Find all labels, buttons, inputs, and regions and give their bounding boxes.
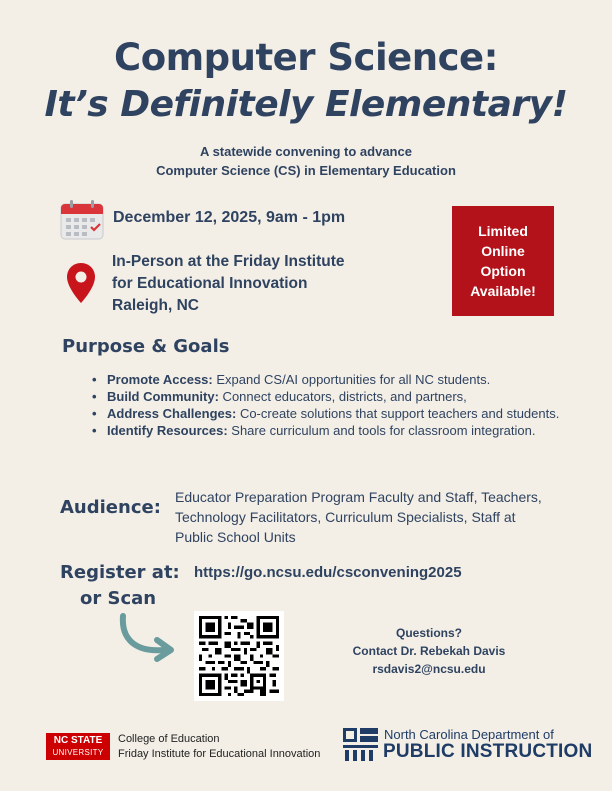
badge-line-4: Available! [470,283,536,299]
goal-label: Promote Access: [107,372,213,387]
event-venue [112,251,345,317]
event-date: December 12, 2025, 9am - 1pm [113,209,346,226]
purpose-heading: Purpose & Goals [62,336,230,357]
nc-state-logo-line-2: UNIVERSITY [52,748,104,757]
register-heading [60,560,190,612]
subtitle [0,142,612,180]
goal-label: Build Community: [107,389,219,404]
contact-email[interactable]: rsdavis2@ncsu.edu [372,662,486,676]
audience-text: Educator Preparation Program Faculty and Staff, Teachers, Technology Facilitators, Curriculum Specialists, Staff at Public School Units [175,489,542,545]
nc-state-logo [46,733,110,760]
title-line-1: Computer Science: [114,36,498,79]
badge-line-1: Limited [478,223,528,239]
location-pin-icon [66,262,96,304]
venue-line-3: Raleigh, NC [112,297,199,314]
badge-line-3: Option [480,263,526,279]
college-line-1: College of Education [118,733,220,745]
badge-line-2: Online [481,243,525,259]
dpi-name-line-1: North Carolina Department of [384,727,554,742]
nc-state-logo-line-1: NC STATE [53,735,103,746]
subtitle-line-2: Computer Science (CS) in Elementary Education [156,163,456,178]
curved-arrow-icon [115,612,177,664]
list-item [92,388,562,405]
goal-text: Share curriculum and tools for classroom integration. [227,423,536,438]
dpi-name-line-2: PUBLIC INSTRUCTION [383,741,593,762]
venue-line-2: for Educational Innovation [112,275,308,292]
register-heading-line-1: Register at: [60,562,180,583]
college-name [118,732,320,762]
dpi-logo-icon [342,727,380,763]
qr-code[interactable] [194,611,284,701]
goal-label: Address Challenges: [107,406,237,421]
goal-text: Co-create solutions that support teachers and students. [236,406,560,421]
college-line-2: Friday Institute for Educational Innovation [118,748,321,760]
qr-code-image [199,616,279,696]
goal-text: Expand CS/AI opportunities for all NC students. [212,372,491,387]
audience-heading: Audience: [60,497,161,518]
register-link[interactable]: https://go.ncsu.edu/csconvening2025 [194,564,462,581]
contact-info [336,624,522,678]
goal-text: Connect educators, districts, and partners, [218,389,467,404]
online-option-badge [452,206,554,316]
title-line-2: It’s Definitely Elementary! [44,84,568,125]
venue-line-1: In-Person at the Friday Institute [112,253,345,270]
contact-name: Contact Dr. Rebekah Davis [352,644,506,658]
questions-label: Questions? [395,626,462,640]
goal-label: Identify Resources: [107,423,228,438]
subtitle-line-1: A statewide convening to advance [200,144,412,159]
goals-list [92,371,562,439]
register-heading-line-2: or Scan [80,588,157,609]
list-item [92,405,562,422]
calendar-icon [60,200,104,240]
list-item [92,422,562,439]
list-item [92,371,562,388]
